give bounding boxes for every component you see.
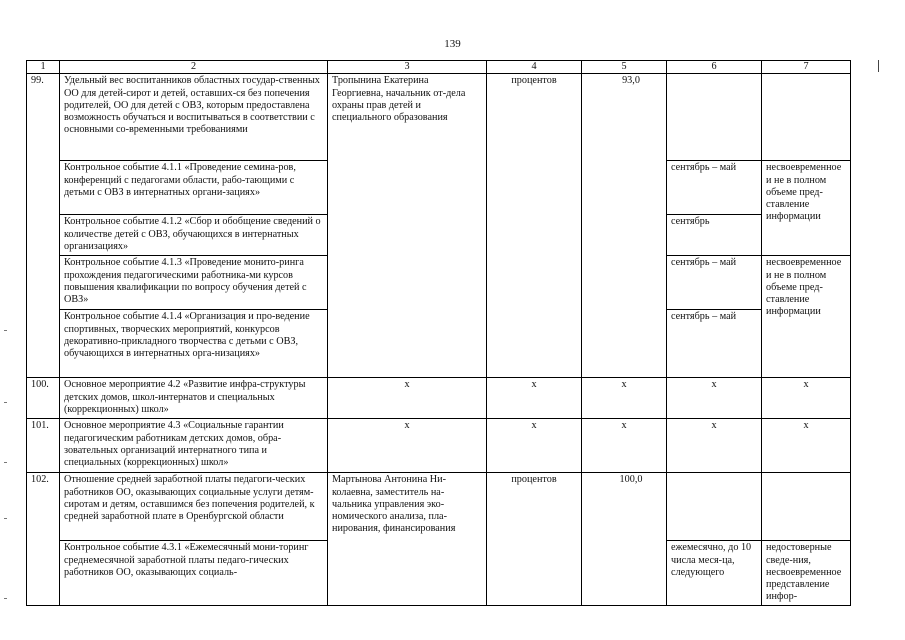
column-header: 3 [328,61,487,74]
scan-mark [4,518,7,519]
x-cell: х [487,378,582,419]
responsible-person: Тропынина Екатерина Георгиевна, начальник от-дела охраны прав детей и специального образования [328,74,487,378]
main-activity: Основное мероприятие 4.2 «Развитие инфра-структуры детских домов, школ-интернатов и специальных (коррекционных) школ» [60,378,328,419]
x-cell: х [582,419,667,473]
column-header: 7 [762,61,851,74]
table-header-row [27,61,851,74]
x-cell: х [328,378,487,419]
risk-cell: несвоевременное и не в полном объеме пред-ставление информации [762,256,851,378]
main-activity: Основное мероприятие 4.3 «Социальные гарантии педагогическим работникам детских домов, обра-зовательных организаций интернатного типа и специальных (коррекционных) школ» [60,419,328,473]
risk-cell: недостоверные сведе-ния, несвоевременное представление инфор- [762,541,851,605]
x-cell: х [582,378,667,419]
column-header: 5 [582,61,667,74]
control-event: Контрольное событие 4.1.4 «Организация и про-ведение спортивных, творческих мероприятий, конкурсов декоративно-прикладного творчества с детьми с ОВЗ, обучающихся в интернатных орга-низациях» [60,310,328,378]
control-event: Контрольное событие 4.1.3 «Проведение монито-ринга прохождения педагогическими работника-ми курсов повышения квалификации по вопросу обучения детей с ОВЗ» [60,256,328,310]
row-number: 99. [27,74,60,378]
row-number: 100. [27,378,60,419]
term-cell: ежемесячно, до 10 числа меся-ца, следующего [667,541,762,605]
term-cell: сентябрь – май [667,310,762,378]
control-event: Контрольное событие 4.1.1 «Проведение семина-ров, конференций с педагогами области, рабо-тающими с детьми с ОВЗ в интернатных органи-зациях» [60,161,328,215]
term-cell: сентябрь [667,215,762,256]
x-cell: х [667,378,762,419]
x-cell: х [762,378,851,419]
page-number: 139 [444,38,461,50]
control-event: Контрольное событие 4.1.2 «Сбор и обобщение сведений о количестве детей с ОВЗ, обучающихся в интернатных организациях» [60,215,328,256]
risk-cell: несвоевременное и не в полном объеме пред-ставление информации [762,161,851,256]
scan-bracket [878,60,879,72]
scan-mark [4,598,7,599]
row-number: 102. [27,473,60,605]
term-cell: сентябрь – май [667,161,762,215]
risk-cell [762,473,851,541]
scan-margin-marks [4,0,8,640]
x-cell: х [487,419,582,473]
row-number: 101. [27,419,60,473]
scan-mark [4,462,7,463]
unit-cell: процентов [487,74,582,378]
risk-cell [762,74,851,161]
x-cell: х [762,419,851,473]
column-header: 6 [667,61,762,74]
indicator-description: Отношение средней заработной платы педагоги-ческих работников ОО, оказывающих социальные услуги детям-сиротам и детям, оставшимся без попечения родителей, к средней заработной плате в Оренбургской области [60,473,328,541]
table-row [27,74,851,161]
scan-mark [4,402,7,403]
value-cell: 93,0 [582,74,667,378]
indicator-description: Удельный вес воспитанников областных государ-ственных ОО для детей-сирот и детей, оставших-ся без попечения родителей, ОО для детей с ОВЗ, которым предоставлена возможность обучаться и воспитываться в соответствии с основными со-временными требованиями [60,74,328,161]
column-header: 2 [60,61,328,74]
value-cell: 100,0 [582,473,667,605]
table-row [27,419,851,473]
responsible-person: Мартынова Антонина Ни-колаевна, заместитель на-чальника управления эко-номического анализа, пла-нирования, финансирования [328,473,487,605]
indicators-table [26,60,851,606]
control-event: Контрольное событие 4.3.1 «Ежемесячный мони-торинг среднемесячной заработной платы педаго-гических работников ОО, оказывающих социаль- [60,541,328,605]
x-cell: х [667,419,762,473]
term-cell: сентябрь – май [667,256,762,310]
table-row [27,378,851,419]
scan-mark [4,330,7,331]
term-cell [667,473,762,541]
term-cell [667,74,762,161]
unit-cell: процентов [487,473,582,605]
column-header: 1 [27,61,60,74]
column-header: 4 [487,61,582,74]
x-cell: х [328,419,487,473]
table-row [27,473,851,541]
